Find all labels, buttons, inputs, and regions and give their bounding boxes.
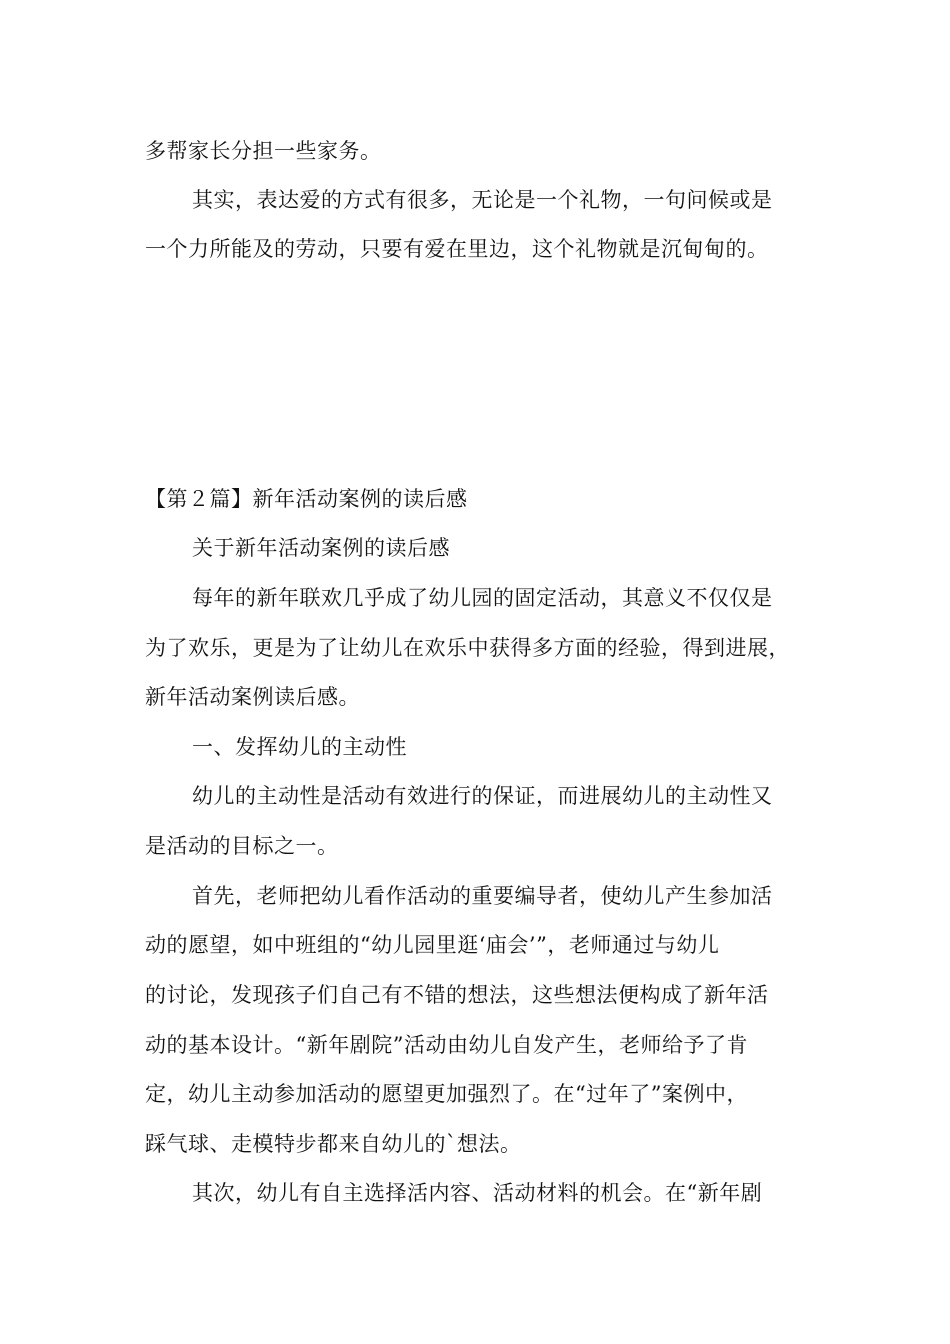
text-line: 一个力所能及的劳动，只要有爱在里边，这个礼物就是沉甸甸的。 [145,237,769,261]
text-line: 首先，老师把幼儿看作活动的重要编导者，使幼儿产生参加活 [192,884,773,908]
text-line: 多帮家长分担一些家务。 [145,139,382,163]
article-title: 关于新年活动案例的读后感 [192,536,450,560]
text-line: 的讨论，发现孩子们自己有不错的想法，这些想法便构成了新年活 [145,983,769,1007]
text-line: 动的基本设计。“新年剧院”活动由幼儿自发产生，老师给予了肯 [145,1033,748,1057]
text-line: 每年的新年联欢几乎成了幼儿园的固定活动，其意义不仅仅是 [192,586,773,610]
text-line: 幼儿的主动性是活动有效进行的保证，而进展幼儿的主动性又 [192,784,773,808]
text-line: 踩气球、走模特步都来自幼儿的`想法。 [145,1132,522,1156]
section-heading: 【第２篇】新年活动案例的读后感 [145,487,468,511]
text-line: 新年活动案例读后感。 [145,685,360,709]
text-line: 动的愿望，如中班组的“幼儿园里逛‘庙会’”，老师通过与幼儿 [145,933,720,957]
subheading: 一、发挥幼儿的主动性 [192,735,407,759]
text-line: 其次，幼儿有自主选择活内容、活动材料的机会。在“新年剧 [192,1181,763,1205]
text-line: 为了欢乐，更是为了让幼儿在欢乐中获得多方面的经验，得到进展， [145,636,790,660]
text-line: 其实，表达爱的方式有很多，无论是一个礼物，一句问候或是 [192,188,773,212]
text-line: 定，幼儿主动参加活动的愿望更加强烈了。在“过年了”案例中， [145,1082,748,1106]
text-line: 是活动的目标之一。 [145,834,339,858]
